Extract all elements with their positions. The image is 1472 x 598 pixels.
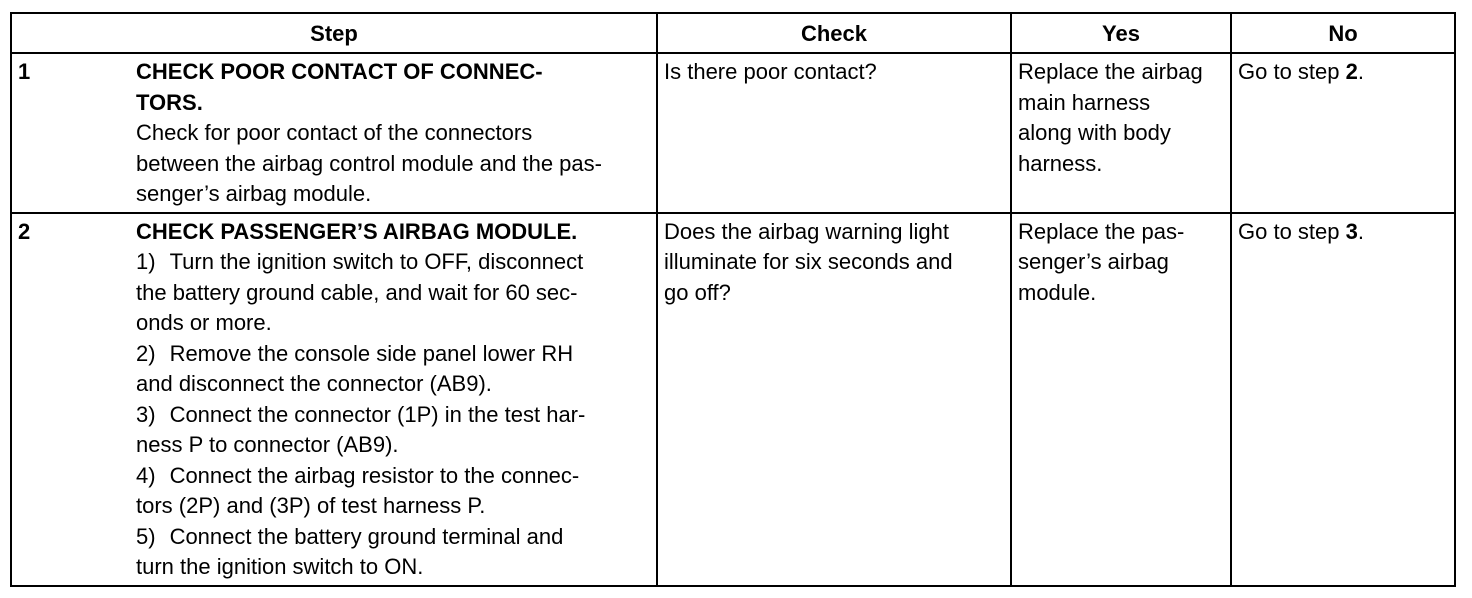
diagnostic-table <box>10 12 1456 587</box>
substep-number: 2) <box>136 340 156 366</box>
yes-cell <box>1011 213 1231 586</box>
substep-number: 3) <box>136 401 156 427</box>
no-step-number: 3 <box>1345 218 1358 244</box>
table-row <box>11 53 1455 213</box>
no-text: Go to step <box>1238 218 1346 244</box>
substep-number: 4) <box>136 462 156 488</box>
header-no: No <box>1231 13 1455 53</box>
no-cell <box>1231 213 1455 586</box>
step-title-cont: TORS. <box>136 89 203 115</box>
substep-text-line: tors (2P) and (3P) of test harness P. <box>136 493 486 518</box>
yes-text: along with body <box>1018 120 1171 145</box>
substep-text-line: onds or more. <box>136 310 272 335</box>
step-description <box>136 57 651 210</box>
header-step: Step <box>11 13 657 53</box>
substep-text-line: ness P to connector (AB9). <box>136 432 399 457</box>
yes-cell <box>1011 53 1231 213</box>
check-cell <box>657 213 1011 586</box>
header-row <box>11 13 1455 53</box>
step-title: CHECK POOR CONTACT OF CONNEC- <box>136 59 543 84</box>
header-yes: Yes <box>1011 13 1231 53</box>
step-number: 2 <box>18 218 31 244</box>
step-title: CHECK PASSENGER’S AIRBAG MODULE. <box>136 218 578 244</box>
check-text: Is there poor contact? <box>664 59 877 84</box>
no-suffix: . <box>1357 218 1364 244</box>
yes-text: module. <box>1018 279 1097 305</box>
check-text: illuminate for six seconds and <box>664 249 953 274</box>
substep-text-line: and disconnect the connector (AB9). <box>136 371 492 396</box>
check-text: Does the airbag warning light <box>664 218 949 244</box>
no-step-number: 2 <box>1345 59 1358 84</box>
yes-text: main harness <box>1018 89 1151 115</box>
substep-text: Connect the connector (1P) in the test har- <box>169 401 586 427</box>
substep-text: Turn the ignition switch to OFF, disconnect <box>169 249 584 274</box>
substep <box>136 522 651 553</box>
substep-text: Connect the battery ground terminal and <box>169 523 564 549</box>
substep <box>136 339 651 370</box>
substep-number: 1) <box>136 249 156 274</box>
substep-text-line: turn the ignition switch to ON. <box>136 554 424 579</box>
check-text: go off? <box>664 279 731 305</box>
step-cell <box>11 53 657 213</box>
substep <box>136 400 651 431</box>
table-row <box>11 213 1455 586</box>
no-text: Go to step <box>1238 59 1346 84</box>
no-suffix: . <box>1357 59 1364 84</box>
yes-text: Replace the airbag <box>1018 59 1203 84</box>
substep-text: Remove the console side panel lower RH <box>169 340 574 366</box>
step-text-line: between the airbag control module and the pas- <box>136 150 602 176</box>
substep <box>136 461 651 492</box>
step-text-line: senger’s airbag module. <box>136 181 372 206</box>
step-description <box>136 217 651 583</box>
step-cell <box>11 213 657 586</box>
substep-text-line: the battery ground cable, and wait for 60 sec- <box>136 279 578 305</box>
yes-text: senger’s airbag <box>1018 249 1169 274</box>
no-cell <box>1231 53 1455 213</box>
step-number: 1 <box>18 59 31 84</box>
substep-text: Connect the airbag resistor to the connec- <box>169 462 580 488</box>
yes-text: harness. <box>1018 150 1103 176</box>
header-check: Check <box>657 13 1011 53</box>
substep <box>136 247 651 278</box>
substep-number: 5) <box>136 523 156 549</box>
check-cell <box>657 53 1011 213</box>
yes-text: Replace the pas- <box>1018 218 1185 244</box>
step-text-line: Check for poor contact of the connectors <box>136 120 533 145</box>
